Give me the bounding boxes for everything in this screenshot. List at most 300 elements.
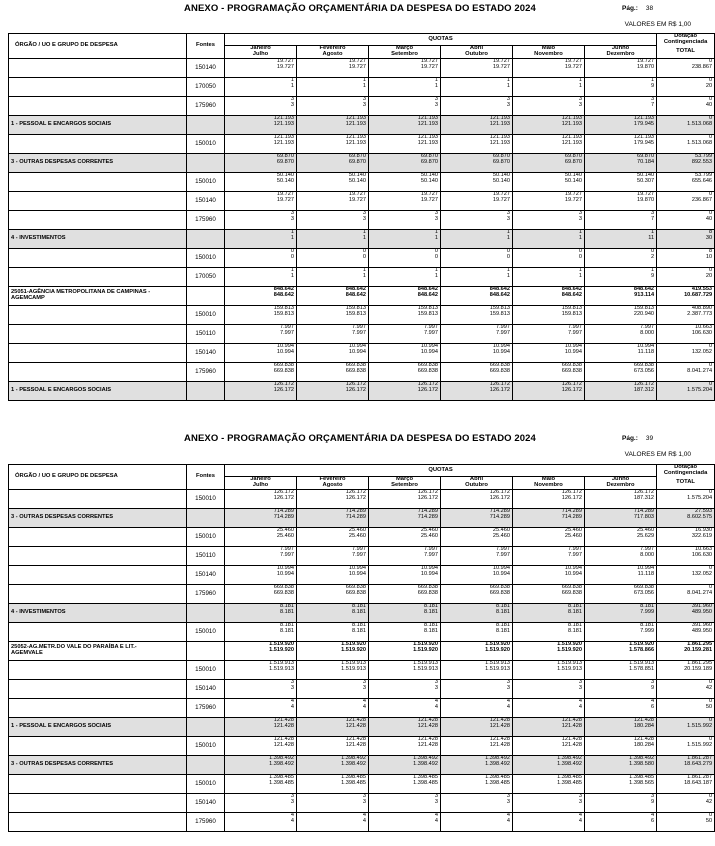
table-row bbox=[9, 363, 715, 382]
row-quota: 3 3 bbox=[369, 680, 441, 699]
table-row bbox=[9, 78, 715, 97]
table-row bbox=[9, 154, 715, 173]
row-quota: 1.519.913 1.519.913 bbox=[225, 661, 297, 680]
row-total: 10.663 106.630 bbox=[657, 547, 715, 566]
row-quota: 1.398.492 1.398.492 bbox=[441, 756, 513, 775]
row-quota: 669.838 669.838 bbox=[513, 363, 585, 382]
row-fonte bbox=[187, 116, 225, 135]
row-quota: 1.519.913 1.519.913 bbox=[369, 661, 441, 680]
row-quota: 1 11 bbox=[585, 230, 657, 249]
row-quota: 0 0 bbox=[297, 249, 369, 268]
row-quota: 7.997 7.997 bbox=[369, 547, 441, 566]
row-quota: 126.172 126.172 bbox=[513, 382, 585, 401]
row-fonte: 175960 bbox=[187, 699, 225, 718]
row-fonte bbox=[187, 509, 225, 528]
row-quota: 10.994 10.994 bbox=[297, 344, 369, 363]
row-label bbox=[9, 306, 187, 325]
row-quota: 1 1 bbox=[225, 230, 297, 249]
row-quota: 121.428 121.428 bbox=[369, 718, 441, 737]
row-label bbox=[9, 59, 187, 78]
row-label bbox=[9, 344, 187, 363]
row-quota: 1.398.485 1.398.485 bbox=[369, 775, 441, 794]
row-label bbox=[9, 699, 187, 718]
row-quota: 8.181 8.181 bbox=[441, 623, 513, 642]
row-quota: 126.172 187.312 bbox=[585, 490, 657, 509]
row-quota: 1 1 bbox=[513, 78, 585, 97]
table-row bbox=[9, 813, 715, 832]
row-total: 0 42 bbox=[657, 794, 715, 813]
table-row bbox=[9, 382, 715, 401]
page-number bbox=[622, 435, 653, 442]
row-label: 25051-AGÊNCIA METROPOLITANA DE CAMPINAS - AGEMCAMP bbox=[9, 287, 187, 306]
row-quota: 121.428 121.428 bbox=[441, 737, 513, 756]
row-quota: 1.398.492 1.398.492 bbox=[513, 756, 585, 775]
row-quota: 669.838 669.838 bbox=[369, 363, 441, 382]
header-month: Janeiro Julho bbox=[225, 46, 297, 59]
row-quota: 126.172 126.172 bbox=[441, 490, 513, 509]
row-total: 0 132.052 bbox=[657, 566, 715, 585]
row-quota: 19.727 19.727 bbox=[441, 59, 513, 78]
table-row bbox=[9, 249, 715, 268]
header-quotas: QUOTAS bbox=[225, 34, 657, 46]
row-fonte: 175960 bbox=[187, 363, 225, 382]
row-quota: 10.994 10.994 bbox=[513, 566, 585, 585]
row-fonte: 150140 bbox=[187, 59, 225, 78]
row-quota: 50.140 50.140 bbox=[513, 173, 585, 192]
row-quota: 714.289 714.289 bbox=[297, 509, 369, 528]
row-quota: 50.140 50.307 bbox=[585, 173, 657, 192]
row-fonte: 175960 bbox=[187, 211, 225, 230]
row-total: 0 8.041.274 bbox=[657, 585, 715, 604]
row-fonte: 150140 bbox=[187, 680, 225, 699]
page-number-label: Pág.: bbox=[622, 5, 638, 12]
row-fonte: 150010 bbox=[187, 306, 225, 325]
row-quota: 1.398.492 1.398.492 bbox=[369, 756, 441, 775]
row-quota: 1.519.920 1.519.920 bbox=[225, 642, 297, 661]
row-quota: 0 0 bbox=[369, 249, 441, 268]
currency-note: VALORES EM R$ 1,00 bbox=[624, 451, 691, 458]
row-total: 1.861.287 18.643.187 bbox=[657, 775, 715, 794]
row-quota: 7.997 7.997 bbox=[441, 325, 513, 344]
row-quota: 10.994 11.118 bbox=[585, 566, 657, 585]
row-quota: 1 1 bbox=[369, 78, 441, 97]
row-quota: 848.642 848.642 bbox=[369, 287, 441, 306]
row-quota: 4 4 bbox=[513, 699, 585, 718]
row-total: 0 1.575.204 bbox=[657, 382, 715, 401]
row-total: 0 8.041.274 bbox=[657, 363, 715, 382]
row-quota: 4 6 bbox=[585, 699, 657, 718]
row-quota: 1.398.492 1.398.492 bbox=[297, 756, 369, 775]
table-row bbox=[9, 116, 715, 135]
row-quota: 1.519.920 1.578.866 bbox=[585, 642, 657, 661]
row-quota: 669.838 669.838 bbox=[297, 363, 369, 382]
table-row bbox=[9, 718, 715, 737]
row-quota: 69.870 69.870 bbox=[441, 154, 513, 173]
row-label bbox=[9, 680, 187, 699]
row-quota: 8.181 8.181 bbox=[369, 604, 441, 623]
row-fonte: 150010 bbox=[187, 623, 225, 642]
row-quota: 126.172 126.172 bbox=[369, 490, 441, 509]
row-quota: 69.870 69.870 bbox=[369, 154, 441, 173]
currency-note: VALORES EM R$ 1,00 bbox=[624, 21, 691, 28]
row-quota: 1.398.485 1.398.485 bbox=[441, 775, 513, 794]
row-quota: 3 9 bbox=[585, 794, 657, 813]
row-quota: 121.428 121.428 bbox=[513, 737, 585, 756]
row-fonte bbox=[187, 154, 225, 173]
row-quota: 4 4 bbox=[441, 699, 513, 718]
row-label bbox=[9, 813, 187, 832]
row-fonte: 150110 bbox=[187, 325, 225, 344]
row-quota: 714.289 717.803 bbox=[585, 509, 657, 528]
row-quota: 10.994 10.994 bbox=[513, 344, 585, 363]
row-quota: 3 3 bbox=[513, 680, 585, 699]
row-quota: 7.997 8.000 bbox=[585, 325, 657, 344]
row-quota: 121.193 121.193 bbox=[441, 135, 513, 154]
table-row bbox=[9, 135, 715, 154]
row-quota: 3 3 bbox=[513, 97, 585, 116]
row-quota: 10.994 10.994 bbox=[297, 566, 369, 585]
row-quota: 1 9 bbox=[585, 268, 657, 287]
budget-table bbox=[8, 464, 715, 832]
row-quota: 126.172 126.172 bbox=[225, 490, 297, 509]
row-quota: 1 1 bbox=[441, 268, 513, 287]
table-row bbox=[9, 490, 715, 509]
row-quota: 1 9 bbox=[585, 78, 657, 97]
row-quota: 10.994 10.994 bbox=[369, 566, 441, 585]
table-row bbox=[9, 344, 715, 363]
row-quota: 7.997 7.997 bbox=[441, 547, 513, 566]
table-row bbox=[9, 794, 715, 813]
row-quota: 126.172 126.172 bbox=[513, 490, 585, 509]
row-label bbox=[9, 547, 187, 566]
row-quota: 25.460 25.460 bbox=[369, 528, 441, 547]
row-quota: 10.994 10.994 bbox=[225, 344, 297, 363]
header-month: Fevereiro Agosto bbox=[297, 46, 369, 59]
row-quota: 121.193 121.193 bbox=[297, 116, 369, 135]
row-label bbox=[9, 566, 187, 585]
row-label: 1 - PESSOAL E ENCARGOS SOCIAIS bbox=[9, 718, 187, 737]
row-quota: 4 4 bbox=[297, 813, 369, 832]
table-row bbox=[9, 528, 715, 547]
page-number bbox=[622, 5, 653, 12]
row-quota: 121.428 121.428 bbox=[441, 718, 513, 737]
row-quota: 1.398.485 1.398.485 bbox=[225, 775, 297, 794]
row-quota: 8.181 8.181 bbox=[225, 604, 297, 623]
row-quota: 8.181 7.999 bbox=[585, 623, 657, 642]
header-dotacao: Dotação Contingenciada bbox=[657, 34, 715, 46]
row-quota: 7.997 7.997 bbox=[513, 325, 585, 344]
row-quota: 69.870 69.870 bbox=[225, 154, 297, 173]
row-quota: 848.642 848.642 bbox=[513, 287, 585, 306]
row-quota: 1 1 bbox=[225, 268, 297, 287]
row-fonte: 175960 bbox=[187, 585, 225, 604]
row-quota: 159.813 159.813 bbox=[297, 306, 369, 325]
row-fonte: 150010 bbox=[187, 661, 225, 680]
row-quota: 126.172 126.172 bbox=[369, 382, 441, 401]
header-month: Abril Outubro bbox=[441, 46, 513, 59]
row-quota: 1.398.492 1.398.580 bbox=[585, 756, 657, 775]
row-quota: 4 4 bbox=[297, 699, 369, 718]
row-total: 0 132.052 bbox=[657, 344, 715, 363]
header-orgao: ÓRGÃO / UO E GRUPO DE DESPESA bbox=[9, 34, 187, 59]
row-quota: 3 3 bbox=[441, 794, 513, 813]
row-total: 0 50 bbox=[657, 813, 715, 832]
table-row bbox=[9, 325, 715, 344]
row-quota: 1.398.485 1.398.565 bbox=[585, 775, 657, 794]
row-quota: 25.460 25.460 bbox=[441, 528, 513, 547]
row-quota: 121.193 179.945 bbox=[585, 135, 657, 154]
page-title: ANEXO - PROGRAMAÇÃO ORÇAMENTÁRIA DA DESPESA DO ESTADO 2024 bbox=[184, 433, 536, 444]
page-title: ANEXO - PROGRAMAÇÃO ORÇAMENTÁRIA DA DESPESA DO ESTADO 2024 bbox=[184, 3, 536, 14]
row-quota: 159.813 159.813 bbox=[513, 306, 585, 325]
row-quota: 121.428 121.428 bbox=[513, 718, 585, 737]
row-quota: 0 2 bbox=[585, 249, 657, 268]
row-quota: 3 3 bbox=[225, 211, 297, 230]
row-label bbox=[9, 585, 187, 604]
row-fonte: 150010 bbox=[187, 490, 225, 509]
row-fonte: 150010 bbox=[187, 775, 225, 794]
header-month: Abril Outubro bbox=[441, 477, 513, 490]
row-quota: 126.172 126.172 bbox=[225, 382, 297, 401]
row-total: 8 30 bbox=[657, 230, 715, 249]
row-total: 0 20 bbox=[657, 78, 715, 97]
row-total: 1.861.295 20.159.189 bbox=[657, 661, 715, 680]
table-row bbox=[9, 699, 715, 718]
row-quota: 19.727 19.727 bbox=[441, 192, 513, 211]
row-quota: 121.193 121.193 bbox=[369, 116, 441, 135]
row-total: 0 1.515.992 bbox=[657, 737, 715, 756]
row-total: 391.960 489.950 bbox=[657, 604, 715, 623]
row-label bbox=[9, 623, 187, 642]
row-quota: 19.727 19.727 bbox=[225, 192, 297, 211]
row-quota: 19.727 19.727 bbox=[369, 59, 441, 78]
row-quota: 19.727 19.727 bbox=[369, 192, 441, 211]
table-row bbox=[9, 566, 715, 585]
row-quota: 69.870 69.870 bbox=[513, 154, 585, 173]
row-total: 0 1.513.068 bbox=[657, 116, 715, 135]
row-quota: 3 7 bbox=[585, 211, 657, 230]
row-quota: 3 7 bbox=[585, 97, 657, 116]
row-fonte bbox=[187, 287, 225, 306]
row-quota: 1 1 bbox=[297, 230, 369, 249]
row-quota: 714.289 714.289 bbox=[369, 509, 441, 528]
row-quota: 8.181 8.181 bbox=[297, 604, 369, 623]
row-label bbox=[9, 363, 187, 382]
header-fontes: Fontes bbox=[187, 34, 225, 59]
row-label: 4 - INVESTIMENTOS bbox=[9, 604, 187, 623]
row-fonte: 150140 bbox=[187, 344, 225, 363]
row-label bbox=[9, 97, 187, 116]
row-quota: 848.642 848.642 bbox=[441, 287, 513, 306]
row-total: 419.553 10.687.729 bbox=[657, 287, 715, 306]
table-row bbox=[9, 173, 715, 192]
row-total: 1.861.295 20.159.281 bbox=[657, 642, 715, 661]
row-fonte bbox=[187, 604, 225, 623]
row-label bbox=[9, 775, 187, 794]
row-quota: 19.727 19.727 bbox=[513, 192, 585, 211]
header-row bbox=[9, 465, 715, 477]
page-number-label: Pág.: bbox=[622, 435, 638, 442]
row-quota: 1.519.920 1.519.920 bbox=[297, 642, 369, 661]
row-quota: 50.140 50.140 bbox=[441, 173, 513, 192]
row-fonte: 150010 bbox=[187, 249, 225, 268]
row-quota: 50.140 50.140 bbox=[225, 173, 297, 192]
row-quota: 50.140 50.140 bbox=[297, 173, 369, 192]
row-quota: 3 3 bbox=[225, 680, 297, 699]
row-quota: 126.172 187.312 bbox=[585, 382, 657, 401]
row-quota: 0 0 bbox=[225, 249, 297, 268]
row-total: 0 20 bbox=[657, 268, 715, 287]
row-quota: 4 4 bbox=[369, 699, 441, 718]
row-quota: 669.838 673.056 bbox=[585, 585, 657, 604]
row-quota: 121.193 121.193 bbox=[513, 116, 585, 135]
row-total: 0 40 bbox=[657, 97, 715, 116]
row-fonte: 150010 bbox=[187, 173, 225, 192]
row-label: 25052-AG.METR.DO VALE DO PARAÍBA E LIT.- AGEMVALE bbox=[9, 642, 187, 661]
row-total: 8 10 bbox=[657, 249, 715, 268]
row-quota: 121.428 121.428 bbox=[297, 737, 369, 756]
row-quota: 8.181 8.181 bbox=[225, 623, 297, 642]
row-quota: 1 1 bbox=[441, 230, 513, 249]
row-quota: 848.642 848.642 bbox=[297, 287, 369, 306]
table-row bbox=[9, 642, 715, 661]
row-total: 27.593 8.602.575 bbox=[657, 509, 715, 528]
row-label bbox=[9, 78, 187, 97]
row-label bbox=[9, 173, 187, 192]
header-total: TOTAL bbox=[657, 46, 715, 59]
row-quota: 4 4 bbox=[441, 813, 513, 832]
table-row bbox=[9, 268, 715, 287]
row-quota: 159.813 159.813 bbox=[441, 306, 513, 325]
row-quota: 121.193 121.193 bbox=[297, 135, 369, 154]
row-quota: 1 1 bbox=[513, 268, 585, 287]
row-quota: 3 3 bbox=[297, 680, 369, 699]
row-quota: 8.181 8.181 bbox=[513, 623, 585, 642]
row-quota: 121.428 121.428 bbox=[297, 718, 369, 737]
row-fonte: 150140 bbox=[187, 192, 225, 211]
row-fonte bbox=[187, 382, 225, 401]
row-quota: 1 1 bbox=[441, 78, 513, 97]
row-quota: 10.994 10.994 bbox=[441, 566, 513, 585]
row-total: 0 50 bbox=[657, 699, 715, 718]
row-quota: 3 3 bbox=[513, 794, 585, 813]
row-quota: 10.994 10.994 bbox=[441, 344, 513, 363]
row-total: 0 238.867 bbox=[657, 59, 715, 78]
row-fonte: 175960 bbox=[187, 813, 225, 832]
row-quota: 121.193 121.193 bbox=[369, 135, 441, 154]
row-quota: 848.642 913.114 bbox=[585, 287, 657, 306]
row-quota: 7.997 7.997 bbox=[297, 325, 369, 344]
row-quota: 7.997 7.997 bbox=[225, 325, 297, 344]
row-total: 0 1.575.204 bbox=[657, 490, 715, 509]
row-label: 3 - OUTRAS DESPESAS CORRENTES bbox=[9, 756, 187, 775]
row-fonte bbox=[187, 756, 225, 775]
row-quota: 10.994 10.994 bbox=[225, 566, 297, 585]
table-row bbox=[9, 306, 715, 325]
table-row bbox=[9, 547, 715, 566]
header-month: Março Setembro bbox=[369, 477, 441, 490]
row-label bbox=[9, 528, 187, 547]
header-quotas: QUOTAS bbox=[225, 465, 657, 477]
row-quota: 121.428 180.284 bbox=[585, 718, 657, 737]
row-quota: 69.870 69.870 bbox=[297, 154, 369, 173]
row-quota: 669.838 669.838 bbox=[369, 585, 441, 604]
table-row bbox=[9, 59, 715, 78]
row-label: 1 - PESSOAL E ENCARGOS SOCIAIS bbox=[9, 382, 187, 401]
row-quota: 3 3 bbox=[225, 794, 297, 813]
row-fonte: 150110 bbox=[187, 547, 225, 566]
row-quota: 1 1 bbox=[225, 78, 297, 97]
row-quota: 1 1 bbox=[297, 78, 369, 97]
row-quota: 3 9 bbox=[585, 680, 657, 699]
header-orgao: ÓRGÃO / UO E GRUPO DE DESPESA bbox=[9, 465, 187, 490]
row-quota: 1.519.913 1.519.913 bbox=[297, 661, 369, 680]
header-month: Junho Dezembro bbox=[585, 477, 657, 490]
header-month: Março Setembro bbox=[369, 46, 441, 59]
row-total: 408.890 2.387.773 bbox=[657, 306, 715, 325]
row-quota: 1.398.492 1.398.492 bbox=[225, 756, 297, 775]
table-row bbox=[9, 97, 715, 116]
table-row bbox=[9, 680, 715, 699]
row-quota: 7.997 7.997 bbox=[297, 547, 369, 566]
row-quota: 3 3 bbox=[441, 680, 513, 699]
row-quota: 126.172 126.172 bbox=[441, 382, 513, 401]
row-quota: 121.193 121.193 bbox=[513, 135, 585, 154]
table-row bbox=[9, 230, 715, 249]
row-quota: 4 4 bbox=[369, 813, 441, 832]
row-label: 3 - OUTRAS DESPESAS CORRENTES bbox=[9, 154, 187, 173]
row-label: 1 - PESSOAL E ENCARGOS SOCIAIS bbox=[9, 116, 187, 135]
row-quota: 121.193 121.193 bbox=[225, 135, 297, 154]
row-quota: 3 3 bbox=[369, 211, 441, 230]
header-fontes: Fontes bbox=[187, 465, 225, 490]
row-fonte: 150010 bbox=[187, 737, 225, 756]
row-total: 0 40 bbox=[657, 211, 715, 230]
row-total: 1.861.287 18.643.279 bbox=[657, 756, 715, 775]
row-quota: 69.870 70.184 bbox=[585, 154, 657, 173]
row-quota: 8.181 8.181 bbox=[369, 623, 441, 642]
row-quota: 8.181 8.181 bbox=[441, 604, 513, 623]
row-quota: 19.727 19.870 bbox=[585, 59, 657, 78]
row-fonte bbox=[187, 642, 225, 661]
row-quota: 1.519.913 1.578.851 bbox=[585, 661, 657, 680]
row-quota: 3 3 bbox=[297, 794, 369, 813]
header-month: Maio Novembro bbox=[513, 46, 585, 59]
row-label: 4 - INVESTIMENTOS bbox=[9, 230, 187, 249]
row-quota: 1.519.920 1.519.920 bbox=[441, 642, 513, 661]
table-row bbox=[9, 623, 715, 642]
row-quota: 159.813 159.813 bbox=[369, 306, 441, 325]
row-quota: 19.727 19.727 bbox=[297, 192, 369, 211]
row-quota: 159.813 220.940 bbox=[585, 306, 657, 325]
row-quota: 25.460 25.460 bbox=[225, 528, 297, 547]
row-quota: 3 3 bbox=[441, 211, 513, 230]
table-row bbox=[9, 604, 715, 623]
row-quota: 19.727 19.727 bbox=[225, 59, 297, 78]
row-fonte bbox=[187, 718, 225, 737]
row-quota: 1.519.920 1.519.920 bbox=[513, 642, 585, 661]
row-label: 3 - OUTRAS DESPESAS CORRENTES bbox=[9, 509, 187, 528]
row-quota: 1 1 bbox=[297, 268, 369, 287]
row-label bbox=[9, 490, 187, 509]
header-total: TOTAL bbox=[657, 477, 715, 490]
row-quota: 714.289 714.289 bbox=[225, 509, 297, 528]
row-quota: 19.727 19.870 bbox=[585, 192, 657, 211]
table-row bbox=[9, 756, 715, 775]
row-quota: 669.838 669.838 bbox=[441, 363, 513, 382]
row-quota: 1.519.913 1.519.913 bbox=[441, 661, 513, 680]
row-quota: 121.428 121.428 bbox=[225, 737, 297, 756]
